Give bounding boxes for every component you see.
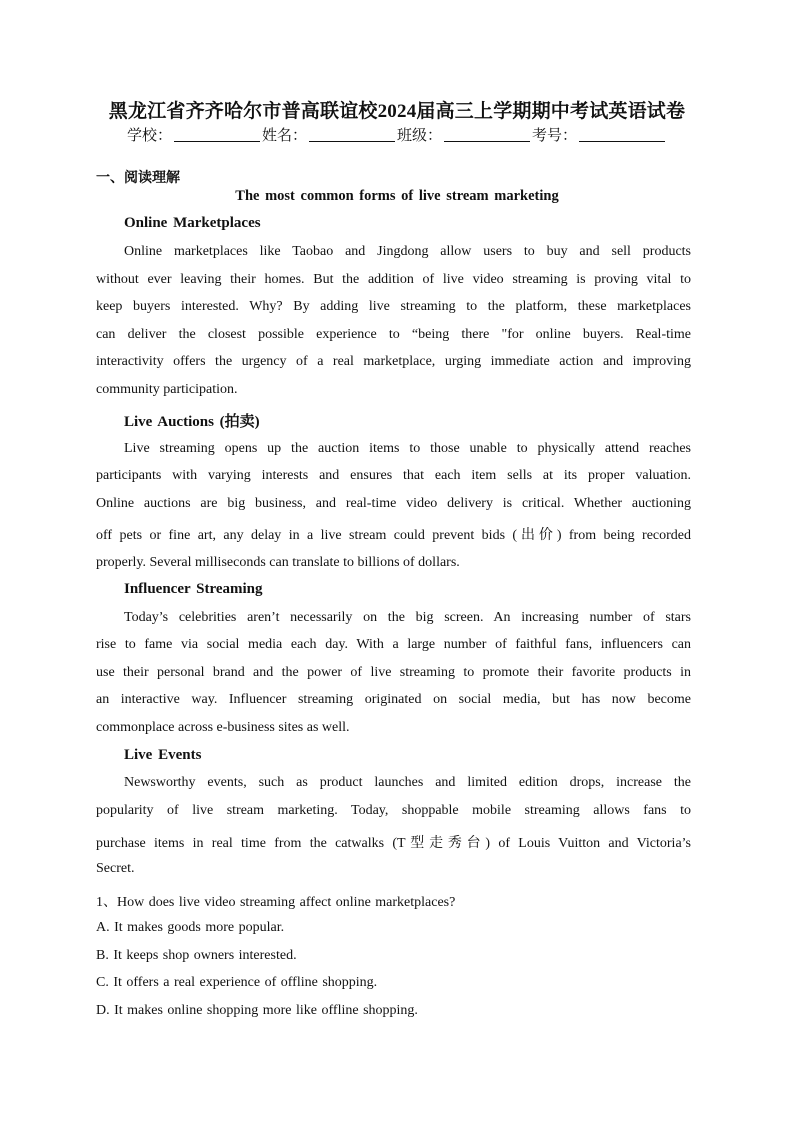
passage-line: popularity of live stream marketing. Today, shoppable mobile streaming allows fans to — [96, 803, 691, 818]
passage-line: community participation. — [96, 382, 238, 397]
passage-line: interactivity offers the urgency of a real marketplace, urging immediate action and improving — [96, 354, 691, 369]
class-label: 班级： — [397, 128, 443, 144]
subheading-online-marketplaces: Online Marketplaces — [124, 215, 261, 231]
subheading-live-auctions: Live Auctions (拍卖) — [124, 414, 260, 430]
class-blank[interactable] — [444, 127, 530, 142]
passage-title: The most common forms of live stream marketing — [235, 188, 559, 204]
passage-line: Live streaming opens up the auction items to those unable to physically attend reaches — [124, 441, 691, 456]
passage-line: can deliver the closest possible experience to “being there "for online buyers. Real-time — [96, 327, 691, 342]
option-b[interactable]: B. It keeps shop owners interested. — [96, 948, 297, 963]
passage-line: Online marketplaces like Taobao and Jingdong allow users to buy and sell products — [124, 244, 691, 259]
subheading-live-events: Live Events — [124, 747, 202, 763]
passage-line: keep buyers interested. Why? By adding live streaming to the platform, these marketplaces — [96, 299, 691, 314]
school-label: 学校： — [126, 128, 172, 144]
name-blank[interactable] — [309, 127, 395, 142]
school-blank[interactable] — [174, 127, 260, 142]
option-d[interactable]: D. It makes online shopping more like offline shopping. — [96, 1003, 418, 1018]
passage-line: Newsworthy events, such as product launches and limited edition drops, increase the — [124, 775, 691, 790]
passage-line: participants with varying interests and ensures that each item sells at its proper valuation. — [96, 468, 691, 483]
passage-line: Online auctions are big business, and real-time video delivery is critical. Whether auctioning — [96, 496, 691, 511]
option-c[interactable]: C. It offers a real experience of offline shopping. — [96, 975, 378, 990]
number-label: 考号： — [532, 128, 578, 144]
name-label: 姓名： — [261, 128, 307, 144]
passage-line: use their personal brand and the power of live streaming to promote their favorite products in — [96, 665, 691, 680]
exam-title: 黑龙江省齐齐哈尔市普高联谊校2024届高三上学期期中考试英语试卷 — [108, 101, 686, 122]
section-heading: 一、阅读理解 — [96, 171, 180, 186]
passage-line: Today’s celebrities aren’t necessarily on the big screen. An increasing number of stars — [124, 610, 691, 625]
subheading-influencer-streaming: Influencer Streaming — [124, 581, 263, 597]
passage-line: commonplace across e-business sites as well. — [96, 720, 350, 735]
question-stem: 1、How does live video streaming affect online marketplaces? — [96, 895, 456, 910]
option-a[interactable]: A. It makes goods more popular. — [96, 920, 285, 935]
number-blank[interactable] — [579, 127, 665, 142]
passage-line: Secret. — [96, 861, 135, 876]
passage-line: rise to fame via social media each day. With a large number of faithful fans, influencers can — [96, 637, 691, 652]
passage-line: off pets or fine art, any delay in a live stream could prevent bids (出价) from being recorded — [96, 528, 691, 543]
passage-line: without ever leaving their homes. But the addition of live video streaming is proving vital to — [96, 272, 691, 287]
passage-line: properly. Several milliseconds can translate to billions of dollars. — [96, 555, 460, 570]
passage-line: purchase items in real time from the catwalks (T型走秀台) of Louis Vuitton and Victoria’s — [96, 836, 691, 851]
passage-line: an interactive way. Influencer streaming originated on social media, but has now become — [96, 692, 691, 707]
student-info-line — [0, 124, 794, 145]
